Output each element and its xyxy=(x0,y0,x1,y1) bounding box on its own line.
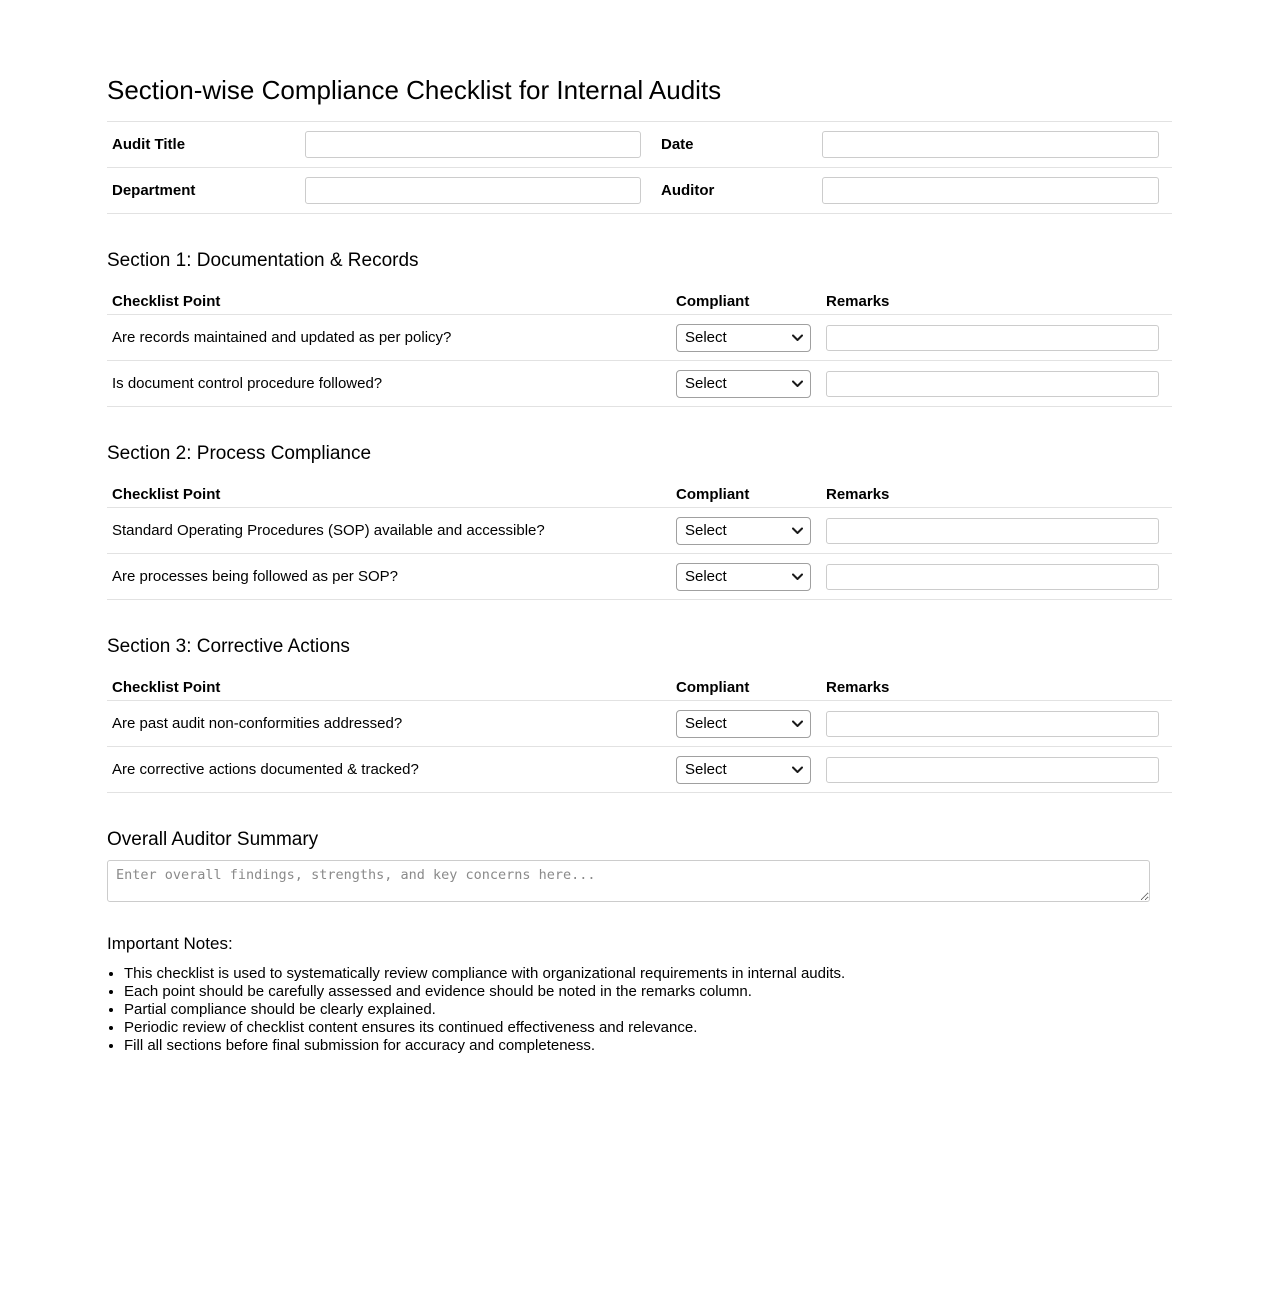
compliant-select[interactable] xyxy=(676,563,811,591)
table-header-row xyxy=(107,484,1172,508)
compliant-header: Compliant xyxy=(676,486,750,504)
audit-title-input[interactable] xyxy=(305,131,641,158)
table-row xyxy=(107,315,1172,361)
table-header-row xyxy=(107,677,1172,701)
notes-title: Important Notes: xyxy=(107,934,233,954)
department-input[interactable] xyxy=(305,177,641,204)
checklist-point-header: Checklist Point xyxy=(112,679,221,697)
section-1-title: Section 1: Documentation & Records xyxy=(107,250,419,272)
checklist-point-text: Are records maintained and updated as per policy? xyxy=(112,329,452,347)
compliant-select[interactable] xyxy=(676,370,811,398)
checklist-point-text: Is document control procedure followed? xyxy=(112,375,383,393)
summary-textarea[interactable] xyxy=(107,860,1150,902)
remarks-input[interactable] xyxy=(826,371,1159,397)
page-title: Section-wise Compliance Checklist for Internal Audits xyxy=(107,75,722,105)
compliant-select[interactable] xyxy=(676,756,811,784)
table-row xyxy=(107,361,1172,407)
checklist-point-text: Are past audit non-conformities addressed? xyxy=(112,715,403,733)
table-header-row xyxy=(107,291,1172,315)
compliant-select-control[interactable] xyxy=(676,710,811,738)
compliance-checklist-page xyxy=(107,75,1172,1055)
note-item: • Partial compliance should be clearly explained. xyxy=(124,1001,1172,1019)
note-item: • Fill all sections before final submission for accuracy and completeness. xyxy=(124,1037,1172,1055)
remarks-header: Remarks xyxy=(826,293,890,311)
table-row xyxy=(107,747,1172,793)
section-3-title: Section 3: Corrective Actions xyxy=(107,636,350,658)
section-3-table xyxy=(107,677,1172,793)
date-label: Date xyxy=(661,136,694,154)
form-row-1 xyxy=(107,122,1172,168)
table-row xyxy=(107,508,1172,554)
remarks-input[interactable] xyxy=(826,564,1159,590)
compliant-select-control[interactable] xyxy=(676,563,811,591)
compliant-select-control[interactable] xyxy=(676,324,811,352)
remarks-header: Remarks xyxy=(826,486,890,504)
remarks-input[interactable] xyxy=(826,757,1159,783)
table-row xyxy=(107,701,1172,747)
compliant-select-control[interactable] xyxy=(676,517,811,545)
note-item: • This checklist is used to systematically review compliance with organizational requirements in internal audits. xyxy=(124,965,1172,983)
department-label: Department xyxy=(112,182,196,200)
compliant-select[interactable] xyxy=(676,324,811,352)
checklist-point-header: Checklist Point xyxy=(112,486,221,504)
compliant-select-control[interactable] xyxy=(676,370,811,398)
audit-title-label: Audit Title xyxy=(112,136,186,154)
checklist-point-text: Are corrective actions documented & tracked? xyxy=(112,761,419,779)
section-2-title: Section 2: Process Compliance xyxy=(107,443,372,465)
compliant-select[interactable] xyxy=(676,710,811,738)
form-row-2 xyxy=(107,168,1172,214)
compliant-select-control[interactable] xyxy=(676,756,811,784)
checklist-point-text: Are processes being followed as per SOP? xyxy=(112,568,398,586)
note-item: • Each point should be carefully assessed and evidence should be noted in the remarks column. xyxy=(124,983,1172,1001)
notes-list xyxy=(107,965,1172,1055)
section-2-table xyxy=(107,484,1172,600)
auditor-label: Auditor xyxy=(661,182,715,200)
checklist-point-header: Checklist Point xyxy=(112,293,221,311)
compliant-header: Compliant xyxy=(676,293,750,311)
note-item: • Periodic review of checklist content ensures its continued effectiveness and relevance. xyxy=(124,1019,1172,1037)
remarks-header: Remarks xyxy=(826,679,890,697)
audit-info-form xyxy=(107,121,1172,214)
date-input[interactable] xyxy=(822,131,1159,158)
compliant-select[interactable] xyxy=(676,517,811,545)
compliant-header: Compliant xyxy=(676,679,750,697)
summary-title: Overall Auditor Summary xyxy=(107,829,319,851)
section-1-table xyxy=(107,291,1172,407)
table-row xyxy=(107,554,1172,600)
checklist-point-text: Standard Operating Procedures (SOP) available and accessible? xyxy=(112,522,545,540)
auditor-input[interactable] xyxy=(822,177,1159,204)
remarks-input[interactable] xyxy=(826,325,1159,351)
remarks-input[interactable] xyxy=(826,518,1159,544)
remarks-input[interactable] xyxy=(826,711,1159,737)
